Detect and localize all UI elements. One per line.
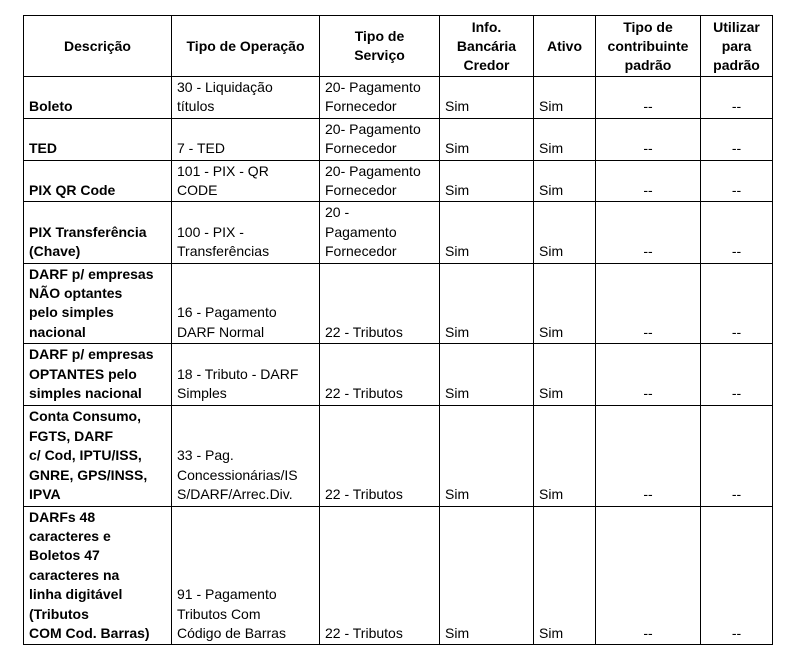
cell-ativo: Sim [534,77,596,119]
cell-servico: 22 - Tributos [320,405,440,506]
cell-info: Sim [440,405,534,506]
cell-padrao: -- [701,506,773,645]
table-row [24,263,773,344]
cell-servico: 20- Pagamento Fornecedor [320,160,440,202]
cell-descricao: DARFs 48 caracteres e Boletos 47 caracteres na linha digitável (Tributos COM Cod. Barras) [24,506,172,645]
header-ativo: Ativo [534,16,596,77]
cell-info: Sim [440,202,534,263]
cell-contribuinte: -- [596,118,701,160]
cell-info: Sim [440,344,534,405]
cell-ativo: Sim [534,118,596,160]
cell-ativo: Sim [534,263,596,344]
cell-ativo: Sim [534,344,596,405]
cell-contribuinte: -- [596,202,701,263]
table-row [24,202,773,263]
cell-contribuinte: -- [596,405,701,506]
header-row [24,16,773,77]
cell-servico: 20- Pagamento Fornecedor [320,77,440,119]
cell-operacao: 30 - Liquidação títulos [172,77,320,119]
cell-padrao: -- [701,202,773,263]
cell-info: Sim [440,160,534,202]
cell-info: Sim [440,506,534,645]
header-info-bancaria: Info. Bancária Credor [440,16,534,77]
header-tipo-contribuinte: Tipo de contribuinte padrão [596,16,701,77]
header-utilizar-padrao: Utilizar para padrão [701,16,773,77]
header-tipo-operacao: Tipo de Operação [172,16,320,77]
cell-descricao: Conta Consumo, FGTS, DARF c/ Cod, IPTU/ISS, GNRE, GPS/INSS, IPVA [24,405,172,506]
cell-padrao: -- [701,77,773,119]
cell-operacao: 91 - Pagamento Tributos Com Código de Barras [172,506,320,645]
header-tipo-servico: Tipo de Serviço [320,16,440,77]
cell-padrao: -- [701,263,773,344]
cell-descricao: Boleto [24,77,172,119]
cell-ativo: Sim [534,405,596,506]
cell-descricao: PIX QR Code [24,160,172,202]
table-row [24,405,773,506]
operations-table [23,15,773,645]
cell-descricao: DARF p/ empresas OPTANTES pelo simples nacional [24,344,172,405]
cell-contribuinte: -- [596,263,701,344]
cell-contribuinte: -- [596,506,701,645]
header-descricao: Descrição [24,16,172,77]
cell-operacao: 18 - Tributo - DARF Simples [172,344,320,405]
cell-info: Sim [440,263,534,344]
cell-operacao: 33 - Pag. Concessionárias/IS S/DARF/Arrec.Div. [172,405,320,506]
cell-servico: 20 - Pagamento Fornecedor [320,202,440,263]
cell-servico: 22 - Tributos [320,344,440,405]
table-row [24,506,773,645]
cell-operacao: 7 - TED [172,118,320,160]
table-row [24,160,773,202]
cell-operacao: 16 - Pagamento DARF Normal [172,263,320,344]
cell-ativo: Sim [534,202,596,263]
cell-info: Sim [440,77,534,119]
cell-operacao: 101 - PIX - QR CODE [172,160,320,202]
cell-ativo: Sim [534,160,596,202]
cell-info: Sim [440,118,534,160]
cell-descricao: PIX Transferência (Chave) [24,202,172,263]
cell-contribuinte: -- [596,77,701,119]
cell-padrao: -- [701,344,773,405]
cell-servico: 22 - Tributos [320,263,440,344]
cell-descricao: DARF p/ empresas NÃO optantes pelo simples nacional [24,263,172,344]
table-row [24,77,773,119]
cell-operacao: 100 - PIX - Transferências [172,202,320,263]
cell-padrao: -- [701,160,773,202]
table-row [24,118,773,160]
cell-contribuinte: -- [596,344,701,405]
table-row [24,344,773,405]
cell-padrao: -- [701,405,773,506]
cell-ativo: Sim [534,506,596,645]
cell-servico: 22 - Tributos [320,506,440,645]
cell-padrao: -- [701,118,773,160]
cell-contribuinte: -- [596,160,701,202]
cell-descricao: TED [24,118,172,160]
cell-servico: 20- Pagamento Fornecedor [320,118,440,160]
